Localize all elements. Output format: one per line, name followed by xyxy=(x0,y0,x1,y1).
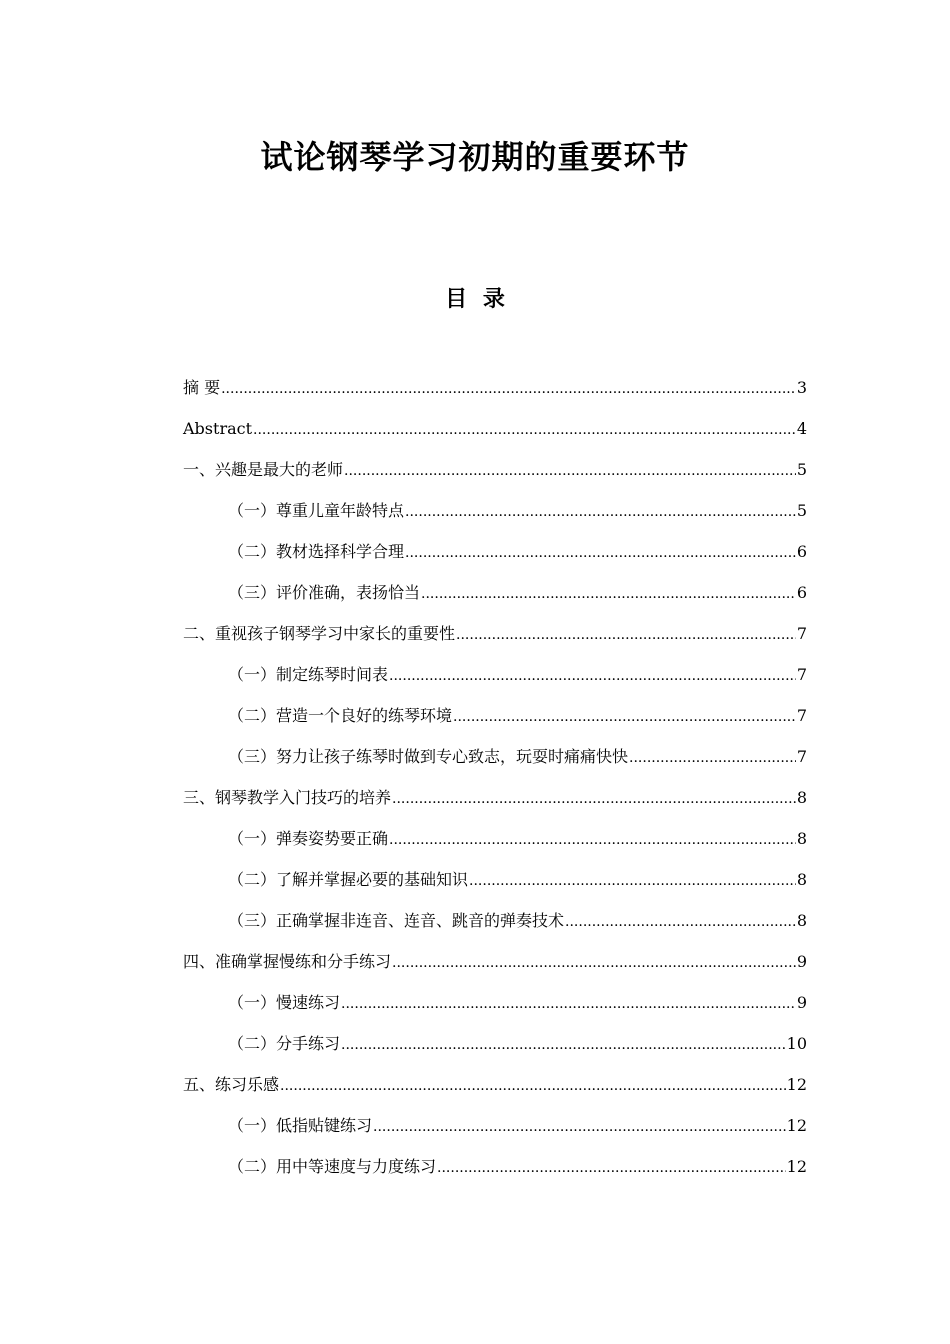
toc-dot-leader xyxy=(253,417,796,443)
toc-dot-leader xyxy=(421,581,796,607)
toc-entry[interactable] xyxy=(183,703,807,744)
toc-entry-label: （一）弹奏姿势要正确 xyxy=(228,829,389,848)
toc-dot-leader xyxy=(629,745,796,771)
toc-entry-label: （一）尊重儿童年龄特点 xyxy=(228,501,405,520)
toc-entry-page-number: 8 xyxy=(796,870,807,889)
toc-entry[interactable] xyxy=(183,539,807,580)
toc-entry-page-number: 7 xyxy=(796,706,807,725)
toc-dot-leader xyxy=(565,909,796,935)
toc-entry-page-number: 10 xyxy=(786,1034,807,1053)
toc-entry-label: （二）营造一个良好的练琴环境 xyxy=(228,706,453,725)
toc-entry-page-number: 12 xyxy=(786,1116,807,1135)
toc-entry-page-number: 7 xyxy=(796,665,807,684)
toc-entry-label: （三）努力让孩子练琴时做到专心致志，玩耍时痛痛快快 xyxy=(228,747,629,766)
toc-entry[interactable] xyxy=(183,416,807,457)
toc-entry-page-number: 8 xyxy=(796,911,807,930)
toc-entry[interactable] xyxy=(183,867,807,908)
toc-entry-page-number: 5 xyxy=(796,501,807,520)
toc-entry-label: 四、准确掌握慢练和分手练习 xyxy=(183,952,392,971)
toc-entry-label: （二）教材选择科学合理 xyxy=(228,542,405,561)
toc-dot-leader xyxy=(453,704,796,730)
toc-entry[interactable] xyxy=(183,375,807,416)
toc-entry-page-number: 8 xyxy=(796,829,807,848)
toc-entry[interactable] xyxy=(183,1154,807,1195)
toc-entry-label: 摘 要 xyxy=(183,378,221,397)
toc-entry-label: 五、练习乐感 xyxy=(183,1075,280,1094)
toc-entry-label: （三）评价准确，表扬恰当 xyxy=(228,583,421,602)
toc-entry-page-number: 9 xyxy=(796,952,807,971)
toc-dot-leader xyxy=(389,663,796,689)
toc-entry-label: （一）低指贴键练习 xyxy=(228,1116,373,1135)
toc-entry[interactable] xyxy=(183,908,807,949)
toc-dot-leader xyxy=(405,499,796,525)
toc-entry-label: （二）用中等速度与力度练习 xyxy=(228,1157,437,1176)
toc-entry[interactable] xyxy=(183,990,807,1031)
toc-entry-page-number: 9 xyxy=(796,993,807,1012)
toc-entry-label: 三、钢琴教学入门技巧的培养 xyxy=(183,788,392,807)
toc-entry-label: （二）分手练习 xyxy=(228,1034,341,1053)
document-title: 试论钢琴学习初期的重要环节 xyxy=(260,138,690,176)
table-of-contents xyxy=(183,375,807,1195)
toc-entry[interactable] xyxy=(183,744,807,785)
toc-dot-leader xyxy=(456,622,796,648)
toc-dot-leader xyxy=(405,540,796,566)
toc-entry[interactable] xyxy=(183,457,807,498)
toc-dot-leader xyxy=(280,1073,786,1099)
toc-entry-page-number: 7 xyxy=(796,747,807,766)
toc-dot-leader xyxy=(373,1114,786,1140)
toc-entry[interactable] xyxy=(183,498,807,539)
toc-entry[interactable] xyxy=(183,1031,807,1072)
toc-dot-leader xyxy=(389,827,796,853)
toc-heading: 目 录 xyxy=(445,286,505,312)
toc-dot-leader xyxy=(221,376,796,402)
toc-dot-leader xyxy=(392,786,796,812)
toc-entry-label: （二）了解并掌握必要的基础知识 xyxy=(228,870,469,889)
toc-entry-page-number: 6 xyxy=(796,583,807,602)
toc-entry-page-number: 3 xyxy=(796,378,807,397)
toc-dot-leader xyxy=(341,1032,786,1058)
toc-entry-label: （三）正确掌握非连音、连音、跳音的弹奏技术 xyxy=(228,911,565,930)
toc-dot-leader xyxy=(344,458,796,484)
toc-entry-page-number: 6 xyxy=(796,542,807,561)
toc-entry-label: Abstract xyxy=(183,419,253,438)
toc-entry-page-number: 7 xyxy=(796,624,807,643)
toc-entry-page-number: 12 xyxy=(786,1075,807,1094)
toc-entry-page-number: 5 xyxy=(796,460,807,479)
toc-entry-label: 二、重视孩子钢琴学习中家长的重要性 xyxy=(183,624,456,643)
toc-dot-leader xyxy=(469,868,796,894)
toc-entry-label: （一）制定练琴时间表 xyxy=(228,665,389,684)
toc-entry-label: （一）慢速练习 xyxy=(228,993,341,1012)
toc-entry[interactable] xyxy=(183,826,807,867)
toc-dot-leader xyxy=(437,1155,786,1181)
toc-entry[interactable] xyxy=(183,949,807,990)
toc-entry-label: 一、兴趣是最大的老师 xyxy=(183,460,344,479)
toc-entry-page-number: 12 xyxy=(786,1157,807,1176)
toc-dot-leader xyxy=(392,950,796,976)
toc-entry-page-number: 4 xyxy=(796,419,807,438)
toc-entry[interactable] xyxy=(183,1072,807,1113)
toc-entry[interactable] xyxy=(183,1113,807,1154)
toc-entry[interactable] xyxy=(183,785,807,826)
toc-entry-page-number: 8 xyxy=(796,788,807,807)
toc-entry[interactable] xyxy=(183,621,807,662)
toc-entry[interactable] xyxy=(183,580,807,621)
toc-entry[interactable] xyxy=(183,662,807,703)
toc-dot-leader xyxy=(341,991,796,1017)
